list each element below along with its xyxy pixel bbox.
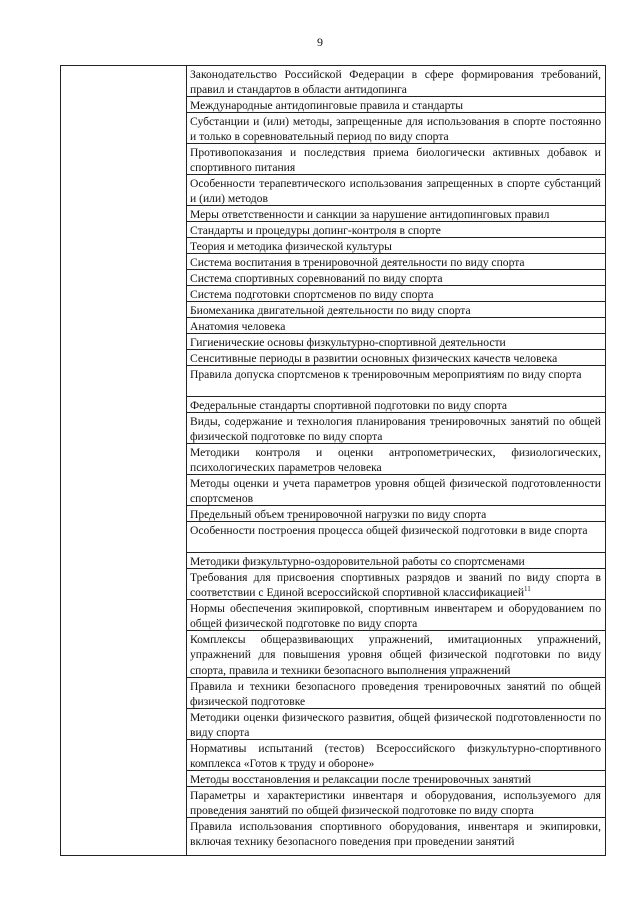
table-row: Гигиенические основы физкультурно-спортивной деятельности: [187, 334, 605, 350]
table-row: Система воспитания в тренировочной деятельности по виду спорта: [187, 254, 605, 270]
table-row: Система подготовки спортсменов по виду спорта: [187, 286, 605, 302]
left-column-empty-cell: [61, 66, 187, 855]
knowledge-table: [60, 65, 606, 856]
table-row: Субстанции и (или) методы, запрещенные для использования в спорте постоянно и только в соревновательный период по виду спорта: [187, 113, 605, 144]
table-row: Система спортивных соревнований по виду спорта: [187, 270, 605, 286]
table-row: Комплексы общеразвивающих упражнений, имитационных упражнений, упражнений для повышения уровня общей физической подготовки по виду спорта, правила и техники безопасного выполнения упражнений: [187, 631, 605, 678]
table-row: Правила и техники безопасного проведения тренировочных занятий по общей физической подготовке: [187, 678, 605, 709]
knowledge-list: [187, 66, 605, 864]
table-row: Методики контроля и оценки антропометрических, физиологических, психологических параметров человека: [187, 444, 605, 475]
row-text: Требования для присвоения спортивных разрядов и званий по виду спорта в соответствии с Единой всероссийской спортивной классификацией: [190, 571, 601, 600]
table-row: Противопоказания и последствия приема биологически активных добавок и спортивного питания: [187, 144, 605, 175]
table-row: Особенности построения процесса общей физической подготовки в виде спорта: [187, 522, 605, 553]
table-row: Биомеханика двигательной деятельности по виду спорта: [187, 302, 605, 318]
table-row: Правила использования спортивного оборудования, инвентаря и экипировки, включая технику безопасного поведения при проведении занятий: [190, 820, 601, 849]
table-row: Стандарты и процедуры допинг-контроля в спорте: [187, 222, 605, 238]
page-number: 9: [317, 35, 323, 49]
table-row: Предельный объем тренировочной нагрузки по виду спорта: [187, 506, 605, 522]
table-row: Особенности терапевтического использования запрещенных в спорте субстанций и (или) методов: [187, 175, 605, 206]
table-row: Методики физкультурно-оздоровительной работы со спортсменами: [187, 553, 605, 569]
table-row: Методы оценки и учета параметров уровня общей физической подготовленности спортсменов: [187, 475, 605, 506]
table-row: Анатомия человека: [187, 318, 605, 334]
table-row: Методы восстановления и релаксации после тренировочных занятий: [187, 771, 605, 787]
table-row: Меры ответственности и санкции за нарушение антидопинговых правил: [187, 206, 605, 222]
table-row: Законодательство Российской Федерации в сфере формирования требований, правил и стандартов в области антидопинга: [187, 66, 605, 97]
table-row: [187, 569, 605, 600]
table-row: Правила допуска спортсменов к тренировочным мероприятиям по виду спорта: [187, 366, 605, 397]
footnote-marker: 11: [524, 585, 531, 594]
table-row: Нормативы испытаний (тестов) Всероссийского физкультурно-спортивного комплекса «Готов к труду и обороне»: [187, 740, 605, 771]
table-row: Нормы обеспечения экипировкой, спортивным инвентарем и оборудованием по общей физической подготовке по виду спорта: [187, 600, 605, 631]
table-row: Международные антидопинговые правила и стандарты: [187, 97, 605, 113]
table-row: Теория и методика физической культуры: [187, 238, 605, 254]
table-row: Параметры и характеристики инвентаря и оборудования, используемого для проведения занятий по общей физической подготовке по виду спорта: [187, 787, 605, 818]
table-row: Методики оценки физического развития, общей физической подготовленности по виду спорта: [187, 709, 605, 740]
table-row: Федеральные стандарты спортивной подготовки по виду спорта: [187, 397, 605, 413]
table-row: Сенситивные периоды в развитии основных физических качеств человека: [187, 350, 605, 366]
table-row: Виды, содержание и технология планирования тренировочных занятий по общей физической подготовке по виду спорта: [187, 413, 605, 444]
